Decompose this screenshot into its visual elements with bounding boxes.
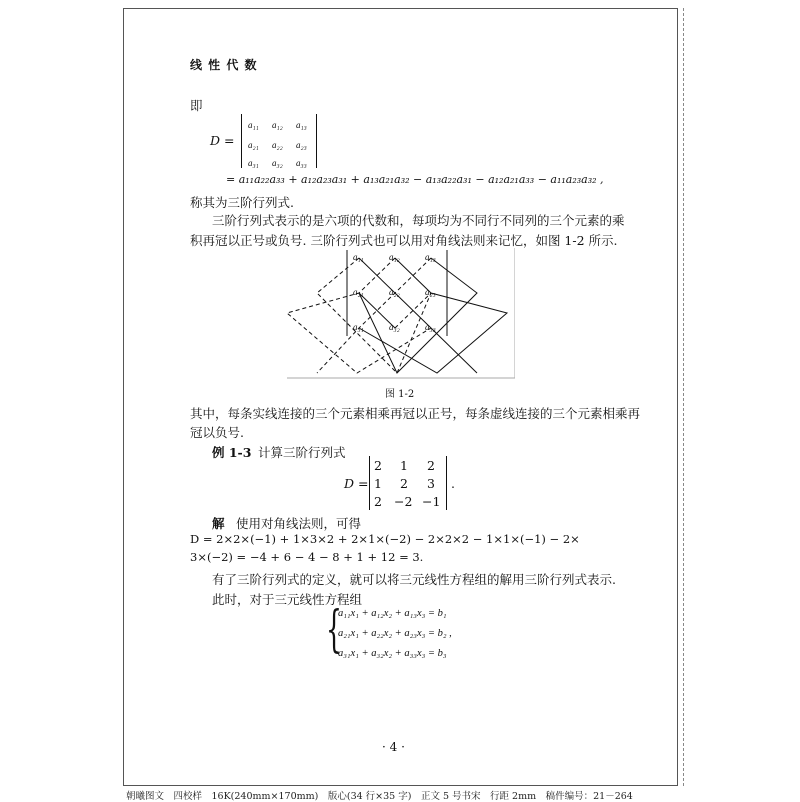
det-right-bar: [316, 114, 317, 168]
figure-label: a₃₃: [425, 322, 436, 332]
figure-caption: 图 1-2: [385, 389, 415, 400]
running-header: 线 性 代 数: [190, 58, 258, 72]
equation-line: a₃₁x₁ + a₃₂x₂ + a₃₃x₃ = b₃: [338, 648, 447, 659]
page-number: · 4 ·: [382, 740, 405, 754]
figure-label: a₂₂: [389, 287, 400, 297]
figure-label: a₃₁: [353, 322, 364, 332]
example-det-entry: 1: [374, 476, 382, 491]
paragraph-desc-1: 三阶行列式表示的是六项的代数和，每项均为不同行不同列的三个元素的乘: [212, 213, 625, 228]
figure-label: a₁₁: [353, 252, 364, 262]
example-det-right-bar: [446, 456, 447, 510]
det-entry: a₂₃: [296, 140, 307, 150]
example-period: .: [451, 476, 455, 491]
det-entry: a₃₂: [272, 158, 283, 168]
dashed-diagonal-line: [287, 258, 431, 373]
equation-line: a₂₁x₁ + a₂₂x₂ + a₂₃x₃ = b₂ ,: [338, 628, 452, 639]
det-entry: a₁₁: [248, 120, 259, 130]
example-det-left-bar: [369, 456, 370, 510]
figure-label: a₂₁: [353, 287, 364, 297]
page-trim-line: [683, 8, 684, 786]
paragraph-ji: 即: [190, 98, 203, 113]
example-text: 计算三阶行列式: [258, 445, 346, 460]
solution-line-2: 3×(−2) = −4 + 6 − 4 − 8 + 1 + 12 = 3.: [190, 550, 424, 564]
det-entry: a₁₃: [296, 120, 307, 130]
print-footer: 朝曦图文 四校样 16K(240mm×170mm) 版心(34 行×35 字) 正文 5 号书宋 行距 2mm 稿件编号：21－264: [126, 791, 633, 802]
paragraph-system: 此时，对于三元线性方程组: [212, 592, 363, 607]
example-label: 例 1-3: [212, 445, 252, 460]
det-left-bar: [241, 114, 242, 168]
example-det-entry: 2: [374, 494, 382, 509]
paragraph-rule-1: 其中，每条实线连接的三个元素相乘再冠以正号，每条虚线连接的三个元素相乘再: [190, 406, 641, 421]
example-det-entry: 1: [400, 458, 408, 473]
example-det-entry: 2: [374, 458, 382, 473]
det-expansion: = a₁₁a₂₂a₃₃ + a₁₂a₂₃a₃₁ + a₁₃a₂₁a₃₂ − a₁₃a₂₂a₃₁ − a₁₂a₂₁a₃₃ − a₁₁a₂₃a₃₂ ,: [226, 173, 604, 186]
solution-text: 使用对角线法则，可得: [236, 516, 362, 531]
solid-diagonal-line: [359, 258, 507, 373]
det-lhs: D =: [210, 133, 235, 148]
system-brace: {: [326, 600, 342, 658]
solution-line-1: D = 2×2×(−1) + 1×3×2 + 2×1×(−2) − 2×2×2 − 1×1×(−1) − 2×: [190, 532, 580, 546]
example-det-entry: −2: [394, 494, 413, 509]
equation-line: a₁₁x₁ + a₁₂x₂ + a₁₃x₃ = b₁: [338, 608, 447, 619]
paragraph-called: 称其为三阶行列式.: [190, 195, 294, 210]
figure-label: a₃₂: [389, 322, 400, 332]
example-det-lhs: D =: [344, 476, 369, 491]
figure-label: a₁₂: [389, 252, 400, 262]
det-entry: a₂₂: [272, 140, 283, 150]
solution-label: 解: [212, 516, 225, 531]
paragraph-rule-2: 冠以负号.: [190, 425, 244, 440]
figure-label: a₁₃: [425, 252, 436, 262]
diagonal-rule-figure: [287, 248, 515, 380]
example-det-entry: 2: [427, 458, 435, 473]
example-det-entry: 3: [427, 476, 435, 491]
det-entry: a₂₁: [248, 140, 259, 150]
figure-label: a₂₃: [425, 287, 436, 297]
solid-diagonal-line: [359, 258, 477, 373]
det-entry: a₁₂: [272, 120, 283, 130]
det-entry: a₃₁: [248, 158, 259, 168]
example-det-entry: 2: [400, 476, 408, 491]
example-det-entry: −1: [422, 494, 441, 509]
paragraph-next: 有了三阶行列式的定义，就可以将三元线性方程组的解用三阶行列式表示.: [212, 572, 616, 587]
det-entry: a₃₃: [296, 158, 307, 168]
paragraph-desc-2: 积再冠以正号或负号. 三阶行列式也可以用对角线法则来记忆，如图 1-2 所示.: [190, 233, 618, 248]
